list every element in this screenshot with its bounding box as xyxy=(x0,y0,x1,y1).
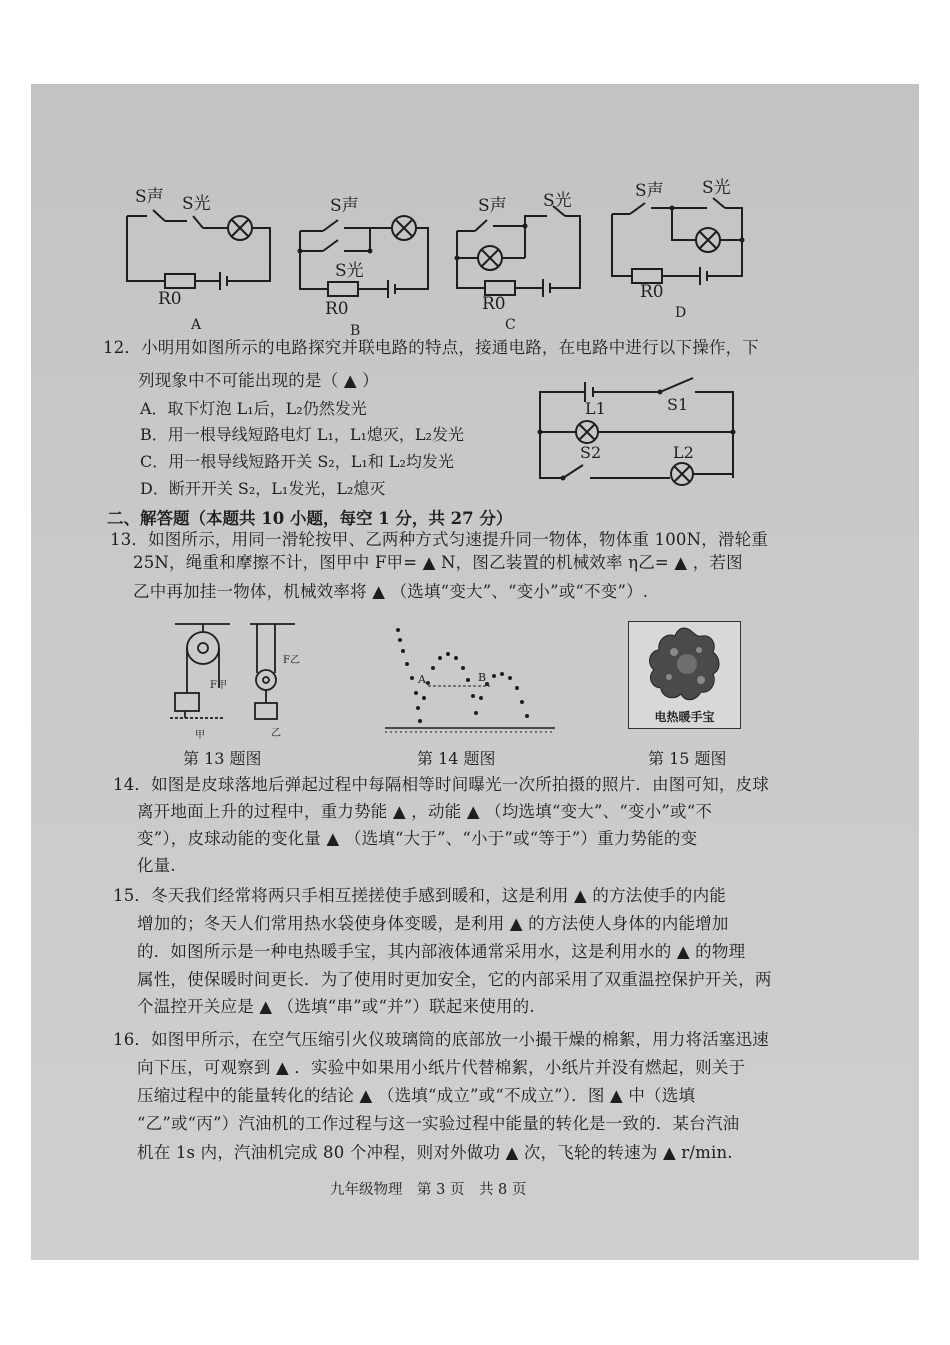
circuit-b xyxy=(300,216,428,298)
fig14-bouncing-ball xyxy=(380,618,560,743)
d-s-light-label: S光 xyxy=(702,178,731,198)
q15-line5: 个温控开关应是 ▲ （选填“串”或“并”）联起来使用的. xyxy=(137,997,535,1016)
q13-line2: 25N，绳重和摩擦不计，图甲中 F甲= ▲ N，图乙装置的机械效率 η乙= ▲ ，若图 xyxy=(133,553,743,572)
q15-line1: 15．冬天我们经常将两只手相互搓搓使手感到暖和，这是利用 ▲ 的方法使手的内能 xyxy=(113,886,726,905)
q12-option-a: A．取下灯泡 L₁后，L₂仍然发光 xyxy=(140,399,367,418)
q16-line3: 压缩过程中的能量转化的结论 ▲ （选填“成立”或“不成立”）．图 ▲ 中（选填 xyxy=(137,1086,696,1105)
point-a-label: A xyxy=(418,673,426,686)
q15-line3: 的．如图所示是一种电热暖手宝，其内部液体通常采用水，这是利用水的 ▲ 的物理 xyxy=(137,942,746,961)
fig15-caption: 第 15 题图 xyxy=(648,749,727,768)
f-jia-label: F甲 xyxy=(210,680,227,691)
circuit-label-d: D xyxy=(675,305,687,321)
a-s-light-label: S光 xyxy=(182,194,211,214)
circuit-a xyxy=(127,210,270,290)
d-s-sound-label: S声 xyxy=(635,181,664,201)
q13-line3: 乙中再加挂一物体，机械效率将 ▲ （选填“变大”、“变小”或“不变”）. xyxy=(133,582,649,601)
s1-label: S1 xyxy=(667,395,689,414)
a-s-sound-label: S声 xyxy=(135,187,164,207)
q16-line5: 机在 1s 内，汽油机完成 80 个冲程，则对外做功 ▲ 次，飞轮的转速为 ▲ r/min. xyxy=(137,1143,733,1162)
q13-line1: 13．如图所示，用同一滑轮按甲、乙两种方式匀速提升同一物体，物体重 100N，滑轮重 xyxy=(110,530,769,549)
fig15-hand-warmer xyxy=(628,621,741,729)
q12-line1: 12．小明用如图所示的电路探究并联电路的特点，接通电路，在电路中进行以下操作，下 xyxy=(103,338,759,357)
q12-line2: 列现象中不可能出现的是（ ▲ ） xyxy=(138,371,379,390)
q15-line4: 属性，使保暖时间更长．为了使用时更加安全，它的内部采用了双重温控保护开关，两 xyxy=(137,970,772,989)
yi-label: 乙 xyxy=(271,728,281,739)
section-2-heading: 二、解答题（本题共 10 小题，每空 1 分，共 27 分） xyxy=(107,509,513,528)
b-r0-label: R0 xyxy=(325,299,349,319)
c-s-light-label: S光 xyxy=(543,191,572,211)
q16-line4: “乙”或“丙”）汽油机的工作过程与这一实验过程中能量的转化是一致的．某台汽油 xyxy=(137,1114,740,1133)
q14-line2: 离开地面上升的过程中，重力势能 ▲ ，动能 ▲ （均选填“变大”、“变小”或“不 xyxy=(137,802,713,821)
q14-line1: 14．如图是皮球落地后弹起过程中每隔相等时间曝光一次所拍摄的照片．由图可知，皮球 xyxy=(113,775,769,794)
a-r0-label: R0 xyxy=(158,289,182,309)
fig13-caption: 第 13 题图 xyxy=(183,749,262,768)
circuit-label-c: C xyxy=(505,317,516,333)
q16-line1: 16．如图甲所示，在空气压缩引火仪玻璃筒的底部放一小撮干燥的棉絮，用力将活塞迅速 xyxy=(113,1030,769,1049)
q11-circuits xyxy=(110,176,760,336)
b-s-sound-label: S声 xyxy=(330,196,359,216)
circuit-c xyxy=(457,206,580,297)
hand-warmer-image xyxy=(629,622,740,708)
q14-line4: 化量. xyxy=(137,856,176,875)
c-s-sound-label: S声 xyxy=(478,196,507,216)
d-r0-label: R0 xyxy=(640,282,664,302)
q15-line2: 增加的；冬天人们常用热水袋使身体变暖，是利用 ▲ 的方法使人身体的内能增加 xyxy=(137,914,729,933)
circuit-label-b: B xyxy=(350,323,361,336)
q14-line3: 变”），皮球动能的变化量 ▲ （选填“大于”、“小于”或“等于”）重力势能的变 xyxy=(137,829,698,848)
q12-circuit xyxy=(535,370,745,490)
b-s-light-label: S光 xyxy=(335,261,364,281)
q16-line2: 向下压，可观察到 ▲ ．实验中如果用小纸片代替棉絮，小纸片并没有燃起，则关于 xyxy=(137,1058,746,1077)
q12-option-d: D．断开开关 S₂，L₁发光，L₂熄灭 xyxy=(140,479,386,498)
hand-warmer-label: 电热暖手宝 xyxy=(654,710,715,724)
fig14-caption: 第 14 题图 xyxy=(417,749,496,768)
f-yi-label: F乙 xyxy=(283,655,300,666)
fig13-pulleys xyxy=(165,618,305,743)
l2-label: L2 xyxy=(673,443,694,462)
s2-label: S2 xyxy=(580,443,602,462)
c-r0-label: R0 xyxy=(482,294,506,314)
l1-label: L1 xyxy=(585,399,606,418)
jia-label: 甲 xyxy=(195,730,205,741)
q12-option-c: C．用一根导线短路开关 S₂，L₁和 L₂均发光 xyxy=(140,452,454,471)
ball-positions xyxy=(396,628,529,723)
circuit-d xyxy=(612,198,742,285)
circuit-label-a: A xyxy=(191,317,202,333)
q12-option-b: B．用一根导线短路电灯 L₁，L₁熄灭，L₂发光 xyxy=(140,425,464,444)
page-footer: 九年级物理 第 3 页 共 8 页 xyxy=(330,1182,527,1198)
point-b-label: B xyxy=(478,671,487,684)
